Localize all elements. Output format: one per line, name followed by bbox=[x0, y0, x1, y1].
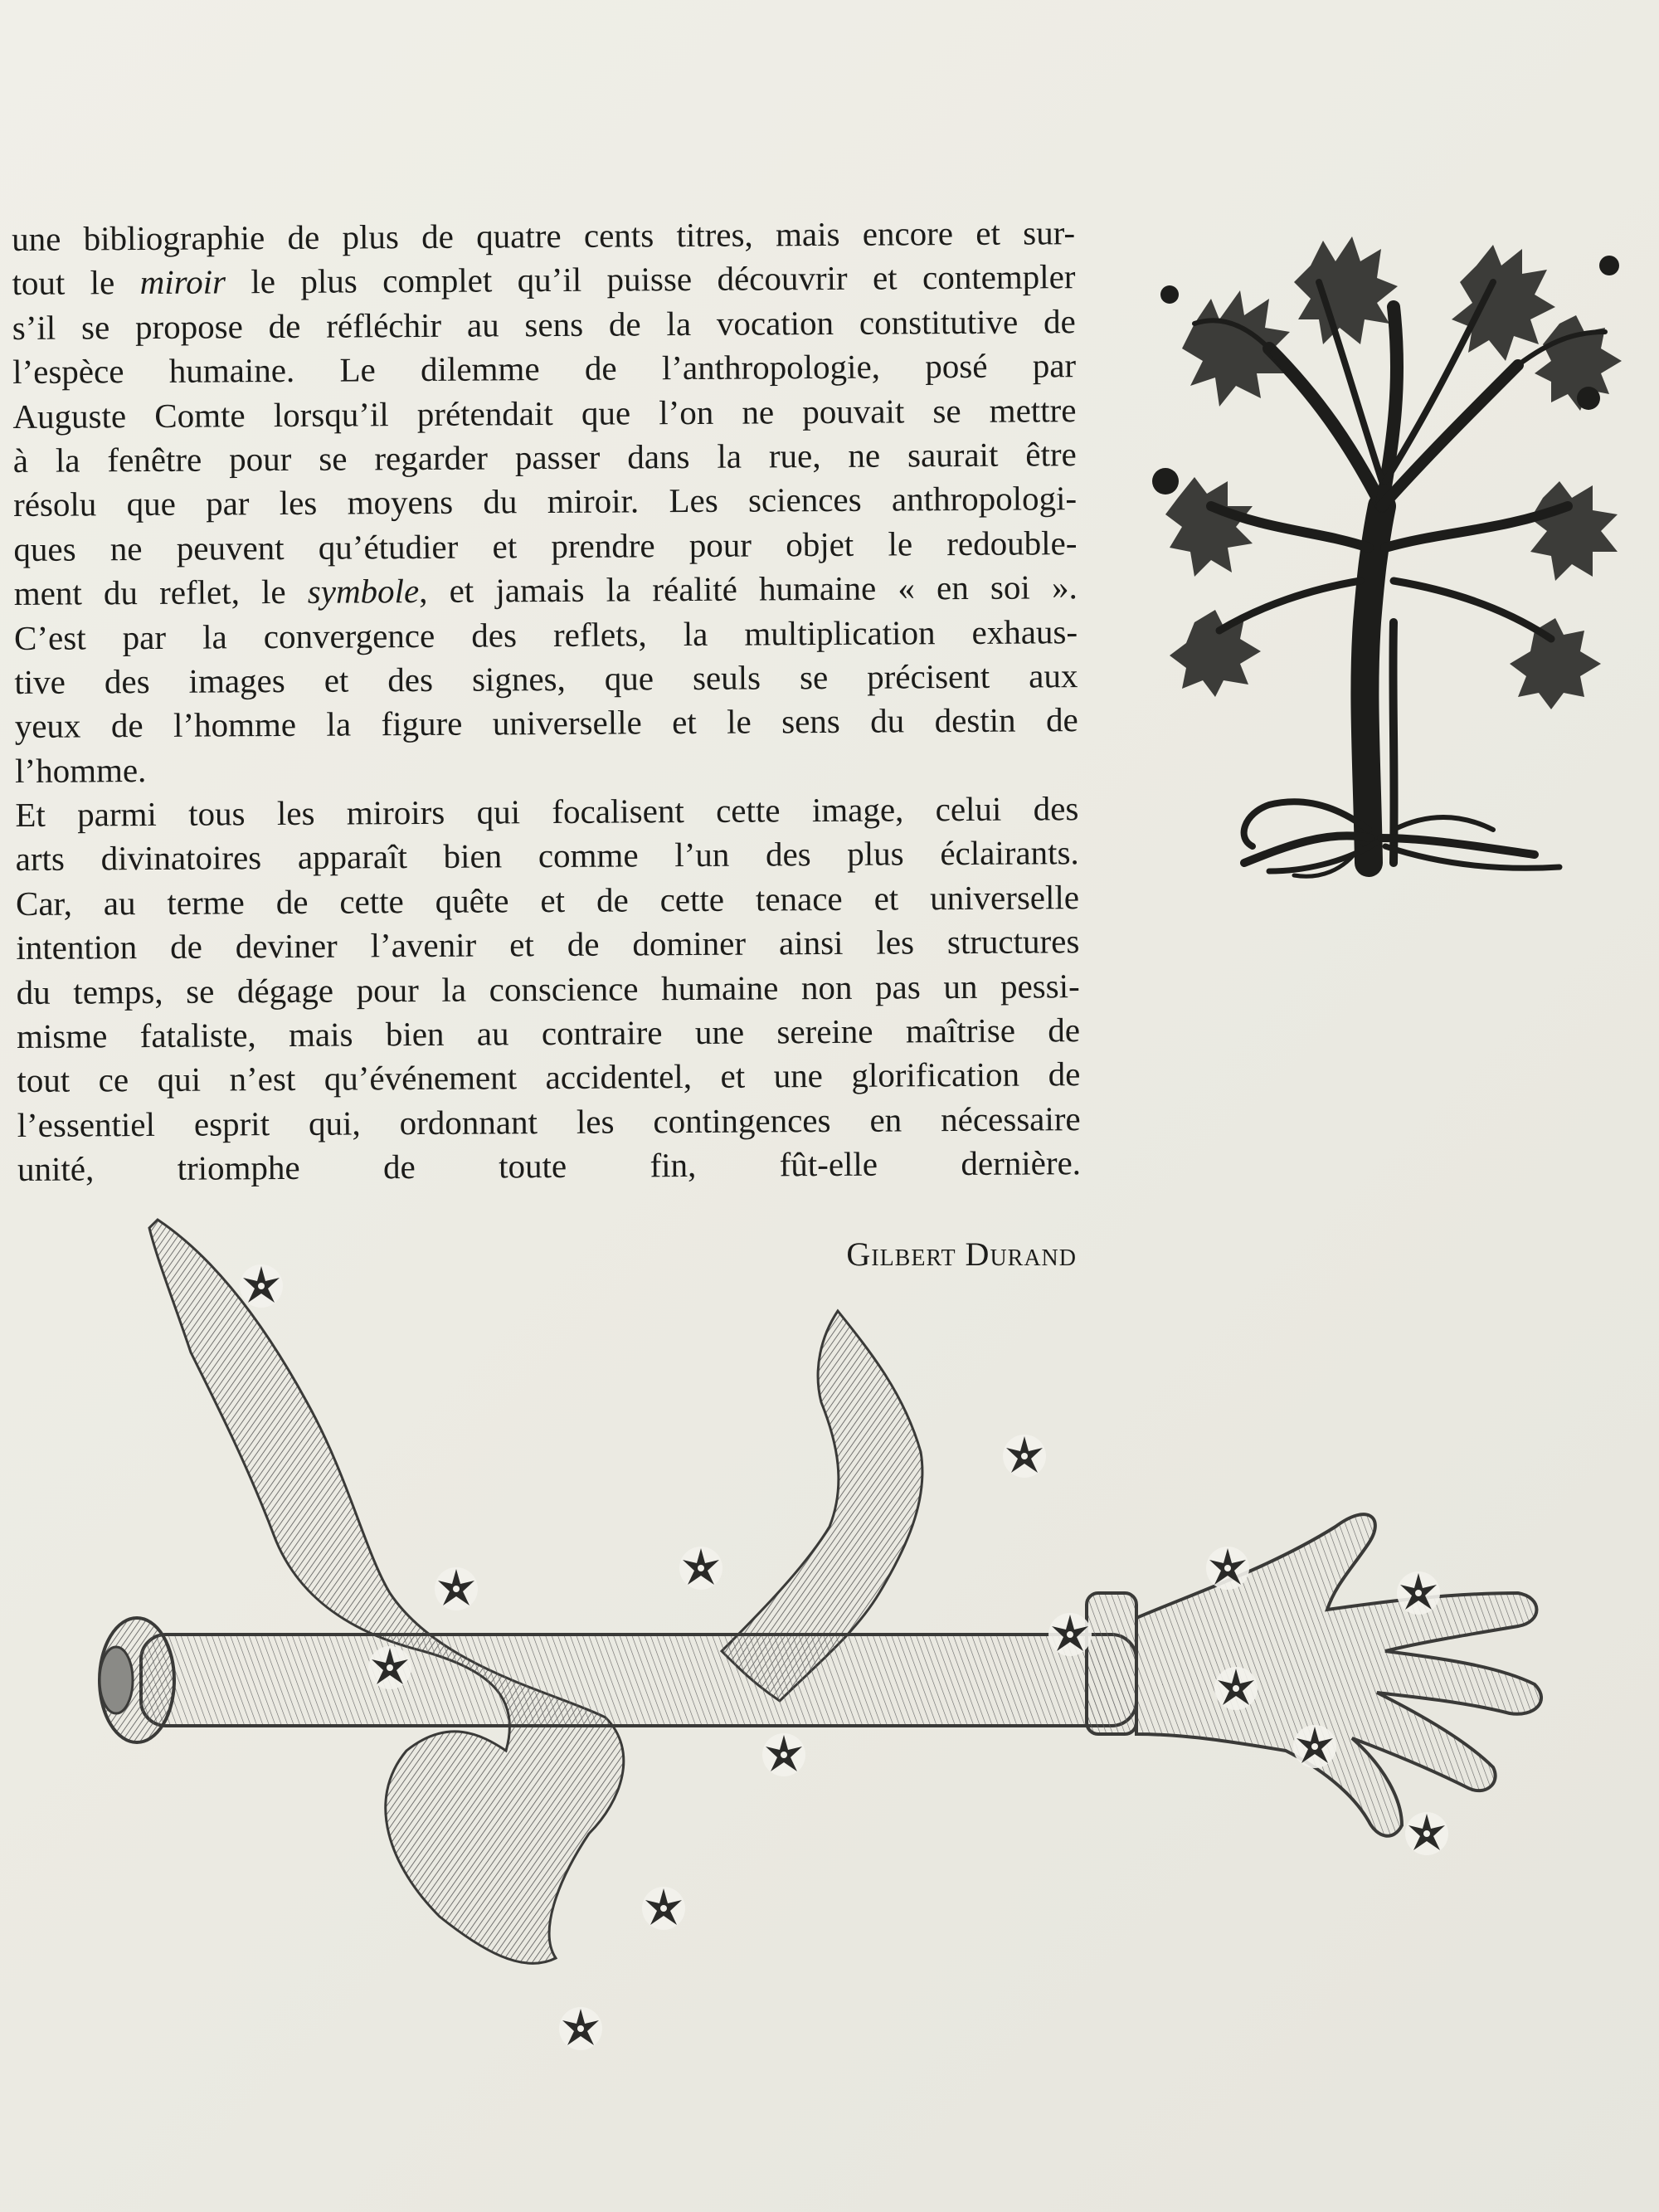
text-line: misme fataliste, mais bien au contraire une sereine maîtrise de bbox=[16, 1011, 1081, 1056]
text-line: C’est par la convergence des reflets, la multiplication exhaus- bbox=[13, 611, 1078, 657]
text-line: l’essentiel esprit qui, ordonnant les contingences en nécessaire bbox=[17, 1099, 1081, 1144]
body-text bbox=[12, 211, 1081, 1191]
text-line: arts divinatoires apparaît bien comme l’un des plus éclairants. bbox=[15, 833, 1079, 879]
text-line: Et parmi tous les miroirs qui focalisent cette image, celui des bbox=[15, 789, 1079, 835]
text-line: Car, au terme de cette quête et de cette tenace et universelle bbox=[15, 878, 1080, 923]
constellation-illustration bbox=[91, 1203, 1551, 2107]
text-line: tout le miroir le plus complet qu’il puisse découvrir et contempler bbox=[12, 257, 1076, 303]
text-line: une bibliographie de plus de quatre cents titres, mais encore et sur- bbox=[12, 213, 1076, 258]
text-line: yeux de l’homme la figure universelle et le sens du destin de bbox=[14, 700, 1078, 746]
text-line: du temps, se dégage pour la conscience humaine non pas un pessi- bbox=[16, 966, 1080, 1011]
text-line: l’homme. bbox=[14, 750, 147, 790]
text-line: unité, triomphe de toute fin, fût-elle dernière. bbox=[17, 1143, 1082, 1189]
text-line: tout ce qui n’est qu’événement accidentel, et une glorification de bbox=[17, 1055, 1081, 1100]
text-line: ques ne peuvent qu’étudier et prendre pour objet le redouble- bbox=[13, 523, 1078, 568]
text-line: intention de deviner l’avenir et de dominer ainsi les structures bbox=[16, 922, 1080, 967]
text-line: à la fenêtre pour se regarder passer dans la rue, ne saurait être bbox=[12, 435, 1077, 480]
text-line: résolu que par les moyens du miroir. Les sciences anthropologi- bbox=[12, 479, 1078, 524]
text-line: s’il se propose de réfléchir au sens de la vocation constitutive de bbox=[12, 301, 1076, 347]
text-line: Auguste Comte lorsqu’il prétendait que l’on ne pouvait se mettre bbox=[12, 390, 1077, 436]
author-signature: Gilbert Durand bbox=[846, 1235, 1077, 1273]
tree-illustration bbox=[1145, 232, 1626, 879]
text-line: l’espèce humaine. Le dilemme de l’anthropologie, posé par bbox=[12, 346, 1077, 392]
text-line: tive des images et des signes, que seuls se précisent aux bbox=[14, 656, 1078, 701]
text-line: ment du reflet, le symbole, et jamais la réalité humaine « en soi ». bbox=[13, 568, 1078, 613]
